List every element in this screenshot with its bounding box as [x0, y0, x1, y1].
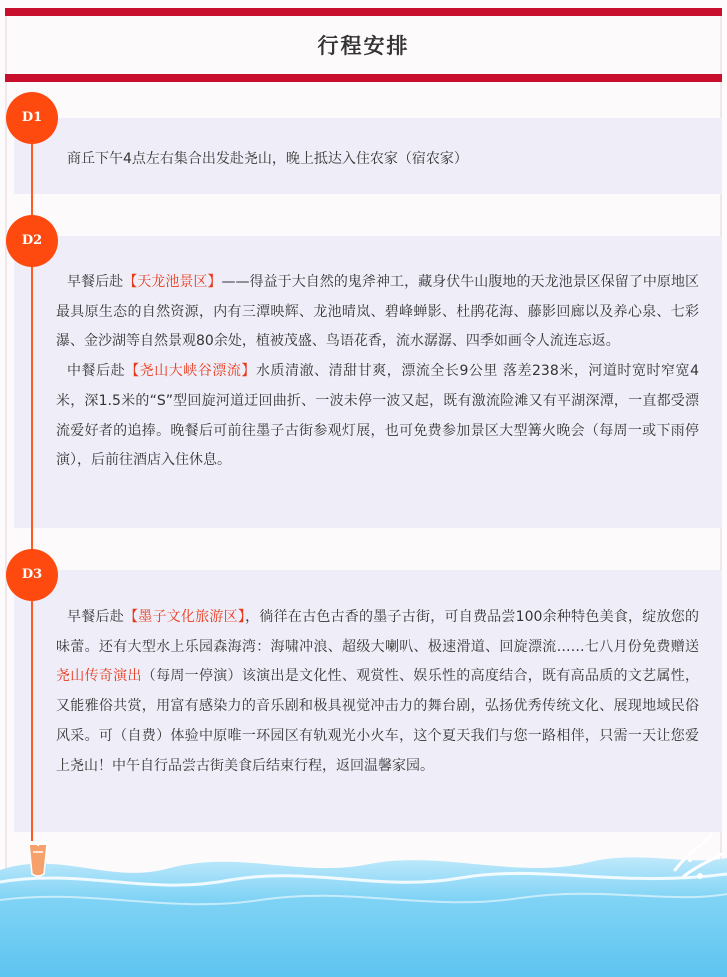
day3-p1-mid: ，徜徉在古色古香的墨子古街，可自费品尝100余种特色美食，绽放您的味蕾。还有大型水上乐园森海湾：海啸冲浪、超级大喇叭、极速滑道、回旋漂流……七八月份免费赠送: [56, 609, 700, 655]
day-text-d2: [56, 268, 699, 476]
day2-paragraph-2: [56, 357, 699, 476]
scenic-spot-name: 【天龙池景区】: [123, 274, 222, 290]
day-badge-d1: D1: [6, 92, 58, 144]
header-bottom-bar: [5, 74, 722, 82]
day2-p1-lead: 早餐后赴: [67, 274, 124, 290]
day2-p2-lead: 中餐后赴: [67, 363, 126, 380]
page-title: 行程安排: [317, 34, 410, 58]
day-badge-d3: D3: [6, 549, 58, 601]
day3-p1-body: （每周一停演）该演出是文化性、观赏性、娱乐性的高度结合，既有高品质的文艺属性，又能雅俗共赏，用富有感染力的音乐剧和极具视觉冲击力的舞台剧，弘扬优秀传统文化、展现地域民俗风采。可（自费）体验中原唯一环园区有轨观光小火车，这个夏天我们与您一路相伴，只需一天让您爱上尧山！中午自行品尝古街美食后结束行程，返回温馨家园。: [56, 668, 700, 774]
rafting-name: 【尧山大峡谷漂流】: [125, 363, 256, 380]
day3-p1-lead: 早餐后赴: [67, 609, 124, 625]
cultural-area-name: 【墨子文化旅游区】: [123, 609, 246, 625]
day-badge-d2: D2: [6, 215, 58, 267]
day2-paragraph-1: [56, 268, 699, 357]
day-text-d3: [56, 603, 699, 781]
day2-p2-body: 水质清澈、清甜甘爽，漂流全长9公里 落差238米，河道时宽时窄宽4米，深1.5米的“S”型回旋河道迂回曲折、一波未停一波又起，既有激流险滩又有平湖深潭，一直都受漂流爱好者的追捧。晚餐后可前往墨子古街参观灯展，也可免费参加景区大型篝火晚会（每周一或下雨停演），后前往酒店入住休息。: [56, 363, 699, 469]
header-top-bar: [5, 8, 722, 16]
day1-paragraph: 商丘下午4点左右集合出发赴尧山，晚上抵达入住农家（宿农家）: [67, 151, 468, 167]
water-splash-icon: [0, 830, 727, 977]
show-name: 尧山传奇演出: [56, 668, 142, 685]
drink-cup-icon: [26, 838, 50, 878]
day-text-d1: [56, 145, 699, 175]
header: [5, 8, 722, 82]
day2-p1-body: ——得益于大自然的鬼斧神工，藏身伏牛山腹地的天龙池景区保留了中原地区最具原生态的自然资源，内有三潭映辉、龙池晴岚、碧峰蝉影、杜鹃花海、藤影回廊以及养心泉、七彩瀑、金沙湖等自然景观80余处，植被茂盛、鸟语花香，流水潺潺、四季如画令人流连忘返。: [56, 274, 700, 350]
day3-paragraph-1: [56, 603, 699, 781]
